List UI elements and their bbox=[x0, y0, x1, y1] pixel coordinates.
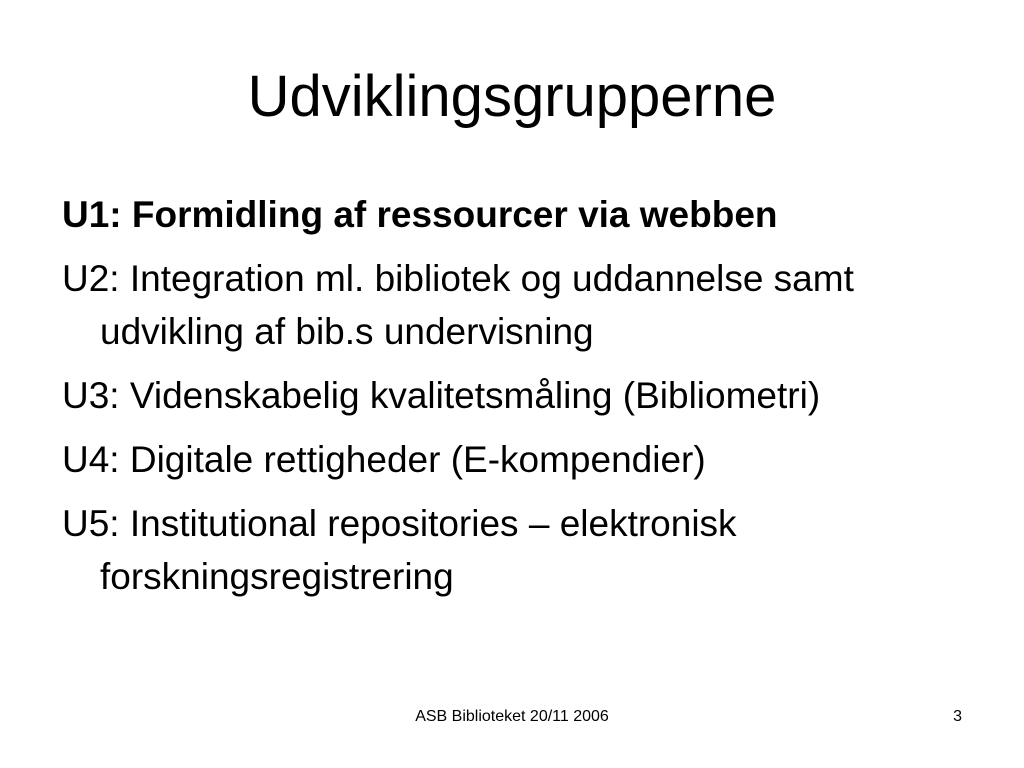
list-item-u3: U3: Videnskabelig kvalitetsmåling (Bibliometri) bbox=[62, 375, 821, 416]
page-number: 3 bbox=[953, 708, 962, 725]
list-item-u2: U2: Integration ml. bibliotek og uddannelse samt udvikling af bib.s undervisning bbox=[62, 258, 854, 352]
footer-text: ASB Biblioteket 20/11 2006 bbox=[415, 708, 609, 725]
list-item-u1: U1: Formidling af ressourcer via webben bbox=[62, 194, 778, 235]
list-item-u5: U5: Institutional repositories – elektronisk forskningsregistrering bbox=[62, 503, 737, 597]
list-item-u4: U4: Digitale rettigheder (E-kompendier) bbox=[62, 439, 706, 480]
content-list bbox=[62, 188, 982, 614]
slide-title: Udviklingsgrupperne bbox=[247, 64, 777, 129]
